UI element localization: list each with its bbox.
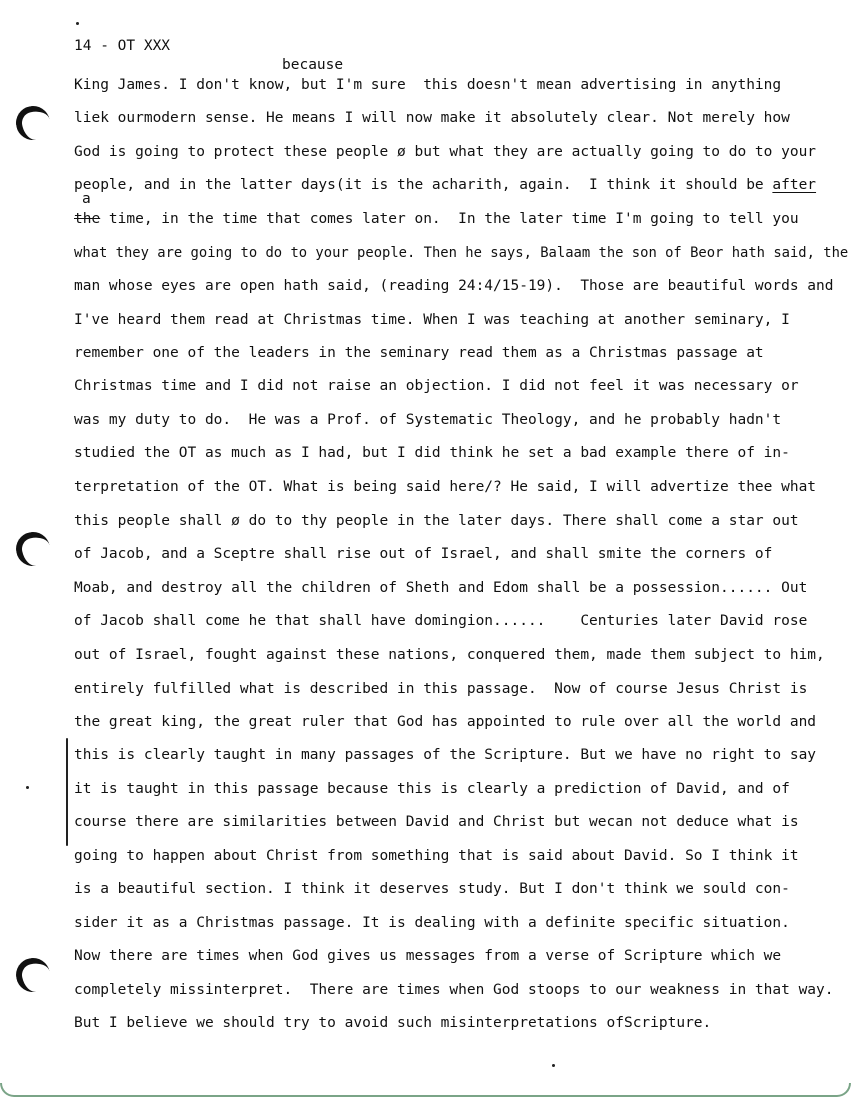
page-label: 14 - OT XXX — [74, 38, 171, 54]
text-line-22: it is taught in this passage because this is clearly a prediction of David, and of — [74, 781, 790, 797]
text-line-16: Moab, and destroy all the children of Sheth and Edom shall be a possession...... Out — [74, 580, 808, 596]
margin-mark — [66, 738, 68, 846]
text-line-27: Now there are times when God gives us messages from a verse of Scripture which we — [74, 948, 782, 964]
stray-dot — [26, 786, 29, 789]
text-line-8: I've heard them read at Christmas time. When I was teaching at another seminary, I — [74, 312, 790, 328]
text-line-11: was my duty to do. He was a Prof. of Systematic Theology, and he probably hadn't — [74, 412, 782, 428]
binder-hole-middle — [13, 529, 53, 569]
text-line-6: what they are going to do to your people. Then he says, Balaam the son of Beor hath said, the — [74, 245, 849, 261]
binder-hole-bottom — [13, 955, 53, 995]
text-line-20: the great king, the great ruler that God has appointed to rule over all the world and — [74, 714, 817, 730]
text-line-28: completely missinterpret. There are times when God stoops to our weakness in that way. — [74, 982, 834, 998]
text-line-26: sider it as a Christmas passage. It is dealing with a definite specific situation. — [74, 915, 790, 931]
text-line-5 — [74, 210, 799, 228]
text-line-10: Christmas time and I did not raise an objection. I did not feel it was necessary or — [74, 378, 799, 394]
text-line-29: But I believe we should try to avoid such misinterpretations ofScripture. — [74, 1015, 712, 1031]
text-line-18: out of Israel, fought against these nations, conquered them, made them subject to him, — [74, 647, 825, 663]
text-line-25: is a beautiful section. I think it deserves study. But I don't think we sould con- — [74, 881, 790, 897]
page-edge — [0, 1083, 851, 1097]
text-line-13: terpretation of the OT. What is being said here/? He said, I will advertize thee what — [74, 479, 817, 495]
text-line-21: this is clearly taught in many passages of the Scripture. But we have no right to say — [74, 747, 817, 763]
insert-a: a — [82, 191, 91, 207]
text-line-4-main: people, and in the latter days(it is the acharith, again. I think it should be — [74, 177, 773, 193]
text-line-17: of Jacob shall come he that shall have domingion...... Centuries later David rose — [74, 613, 808, 629]
text-line-1: King James. I don't know, but I'm sure this doesn't mean advertising in anything — [74, 77, 782, 93]
insert-because: because — [282, 57, 344, 73]
text-line-9: remember one of the leaders in the seminary read them as a Christmas passage at — [74, 345, 764, 361]
text-line-2: liek ourmodern sense. He means I will now make it absolutely clear. Not merely how — [74, 110, 790, 126]
text-line-3: God is going to protect these people ø but what they are actually going to do to your — [74, 144, 817, 160]
stray-dot — [552, 1064, 555, 1067]
text-line-5-main: time, in the time that comes later on. In the later time I'm going to tell you — [100, 211, 799, 227]
text-line-4 — [74, 176, 816, 194]
text-line-19: entirely fulfilled what is described in this passage. Now of course Jesus Christ is — [74, 681, 808, 697]
struck-the: the — [74, 211, 101, 227]
text-line-7: man whose eyes are open hath said, (reading 24:4/15-19). Those are beautiful words and — [74, 278, 834, 294]
text-line-23: course there are similarities between David and Christ but wecan not deduce what is — [74, 814, 799, 830]
binder-hole-top — [13, 103, 53, 143]
stray-dot — [76, 22, 79, 25]
text-line-24: going to happen about Christ from something that is said about David. So I think it — [74, 848, 799, 864]
text-line-14: this people shall ø do to thy people in the later days. There shall come a star out — [74, 513, 799, 529]
text-line-15: of Jacob, and a Sceptre shall rise out of Israel, and shall smite the corners of — [74, 546, 773, 562]
text-line-12: studied the OT as much as I had, but I did think he set a bad example there of in- — [74, 445, 790, 461]
underlined-after: after — [772, 177, 817, 193]
